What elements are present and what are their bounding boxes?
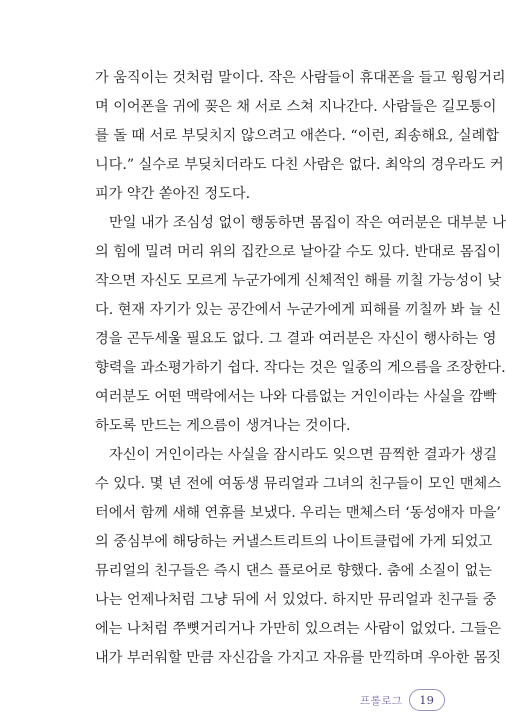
text-line: 의 중심부에 해당하는 커낼스트리트의 나이트클럽에 가게 되었고 — [95, 534, 493, 550]
text-line: 에는 나처럼 쭈뼛거리거나 가만히 있으려는 사람이 없었다. 그들은 — [95, 621, 502, 637]
body-text — [95, 64, 506, 673]
text-line: 니다.” 실수로 부딪치더라도 다친 사람은 없다. 최악의 경우라도 커 — [95, 157, 504, 173]
text-line: 경을 곤두세울 필요도 없다. 그 결과 여러분은 자신이 행사하는 영 — [95, 331, 497, 347]
section-label: 프롤로그 — [360, 694, 403, 707]
text-line: 며 이어폰을 귀에 꽂은 채 서로 스쳐 지나간다. 사람들은 길모퉁이 — [95, 99, 497, 115]
text-line: 여러분도 어떤 맥락에서는 나와 다름없는 거인이라는 사실을 깜빡 — [95, 389, 497, 405]
text-line: 뮤리얼의 친구들은 즉시 댄스 플로어로 향했다. 춤에 소질이 없는 — [95, 563, 492, 579]
text-line: 하도록 만드는 게으름이 생겨나는 것이다. — [95, 418, 351, 434]
page-number: 19 — [409, 689, 445, 711]
text-line: 작으면 자신도 모르게 누군가에게 신체적인 해를 끼칠 가능성이 낮 — [95, 273, 502, 289]
text-line: 가 움직이는 것처럼 말이다. 작은 사람들이 휴대폰을 들고 윙윙거리 — [95, 70, 506, 86]
text-line: 를 돌 때 서로 부딪치지 않으려고 애쓴다. “이런, 죄송해요, 실례합 — [95, 128, 500, 144]
text-line: 의 힘에 밀려 머리 위의 집칸으로 날아갈 수도 있다. 반대로 몸집이 — [95, 244, 501, 260]
text-line: 나는 언제나처럼 그냥 뒤에 서 있었다. 하지만 뮤리얼과 친구들 중 — [95, 592, 497, 608]
text-line: 다. 현재 자기가 있는 공간에서 누군가에게 피해를 끼칠까 봐 늘 신 — [95, 302, 501, 318]
text-line: 내가 부러워할 만큼 자신감을 가지고 자유를 만끽하며 우아한 몸짓 — [95, 650, 502, 666]
text-line: 향력을 과소평가하기 쉽다. 작다는 것은 일종의 게으름을 조장한다. — [95, 360, 506, 376]
text-line: 피가 약간 쏟아진 정도다. — [95, 186, 251, 202]
text-line: 자신이 거인이라는 사실을 잠시라도 잊으면 끔찍한 결과가 생길 — [109, 447, 497, 463]
page-footer — [360, 685, 445, 715]
text-line: 만일 내가 조심성 없이 행동하면 몸집이 작은 여러분은 대부분 나 — [109, 215, 506, 231]
text-line: 수 있다. 몇 년 전에 여동생 뮤리얼과 그녀의 친구들이 모인 맨체스 — [95, 476, 501, 492]
text-line: 터에서 함께 새해 연휴를 보냈다. 우리는 맨체스터 ‘동성애자 마을’ — [95, 505, 501, 521]
